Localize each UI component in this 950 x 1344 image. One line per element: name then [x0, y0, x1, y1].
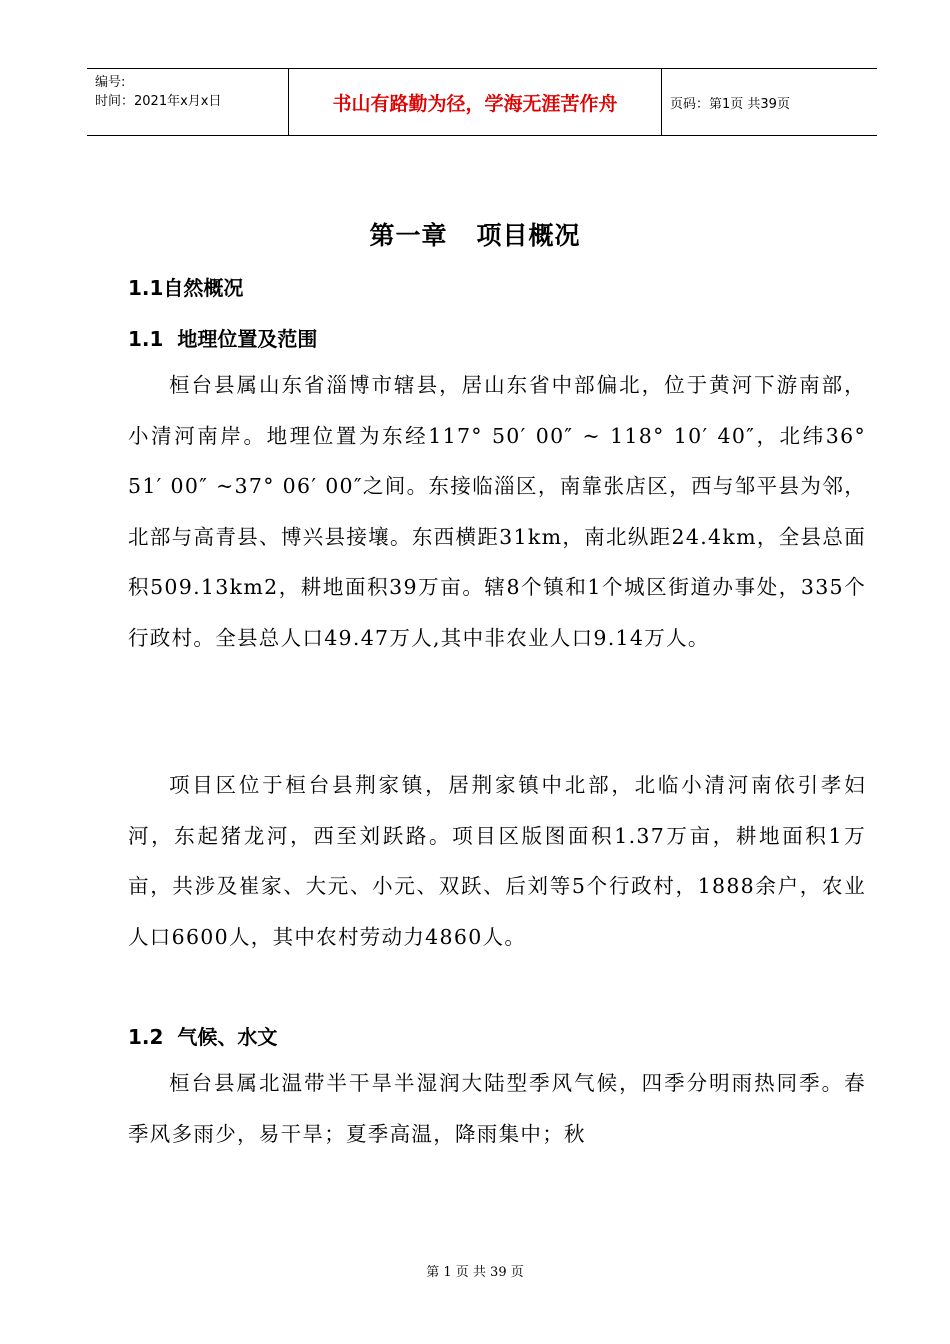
header-meta [87, 69, 288, 135]
document-header [87, 68, 877, 136]
section-heading-climate: 1.2 气候、水文 [128, 1025, 278, 1049]
serial-label: 编号: [95, 75, 126, 90]
section-heading-location: 1.1 地理位置及范围 [128, 327, 318, 351]
header-page-info [662, 69, 877, 135]
paragraph-project-area: 项目区位于桓台县荆家镇，居荆家镇中北部，北临小清河南依引孝妇河，东起猪龙河，西至刘跃路。项目区版图面积1.37万亩，耕地面积1万亩，共涉及崔家、大元、小元、双跃、后刘等5个行政村，1888余户，农业人口6600人，其中农村劳动力4860人。 [128, 773, 866, 949]
motto-text: 书山有路勤为径，学海无涯苦作舟 [332, 92, 618, 115]
section-heading-natural-overview: 1.1自然概况 [128, 276, 244, 300]
paragraph-location: 桓台县属山东省淄博市辖县，居山东省中部偏北，位于黄河下游南部，小清河南岸。地理位置为东经117° 50′ 00″ ~ 118° 10′ 40″，北纬36° 51′ 00″ ~37° 06′ 00″之间。东接临淄区，南靠张店区，西与邹平县为邻，北部与高青县、博兴县接壤。东西横距31km，南北纵距24.4km，全县总面积509.13km2，耕地面积39万亩。辖8个镇和1个城区街道办事处，335个行政村。全县总人口49.47万人,其中非农业人口9.14万人。 [128, 373, 866, 650]
page-footer: 第 1 页 共 39 页 [426, 1265, 524, 1280]
header-motto [288, 69, 662, 135]
chapter-title: 第一章 项目概况 [369, 221, 581, 250]
time-label: 时间：2021年x月x日 [95, 94, 222, 109]
page-info-text: 页码：第1页 共39页 [670, 96, 790, 112]
paragraph-climate: 桓台县属北温带半干旱半湿润大陆型季风气候，四季分明雨热同季。春季风多雨少，易干旱；夏季高温，降雨集中；秋 [128, 1071, 866, 1146]
